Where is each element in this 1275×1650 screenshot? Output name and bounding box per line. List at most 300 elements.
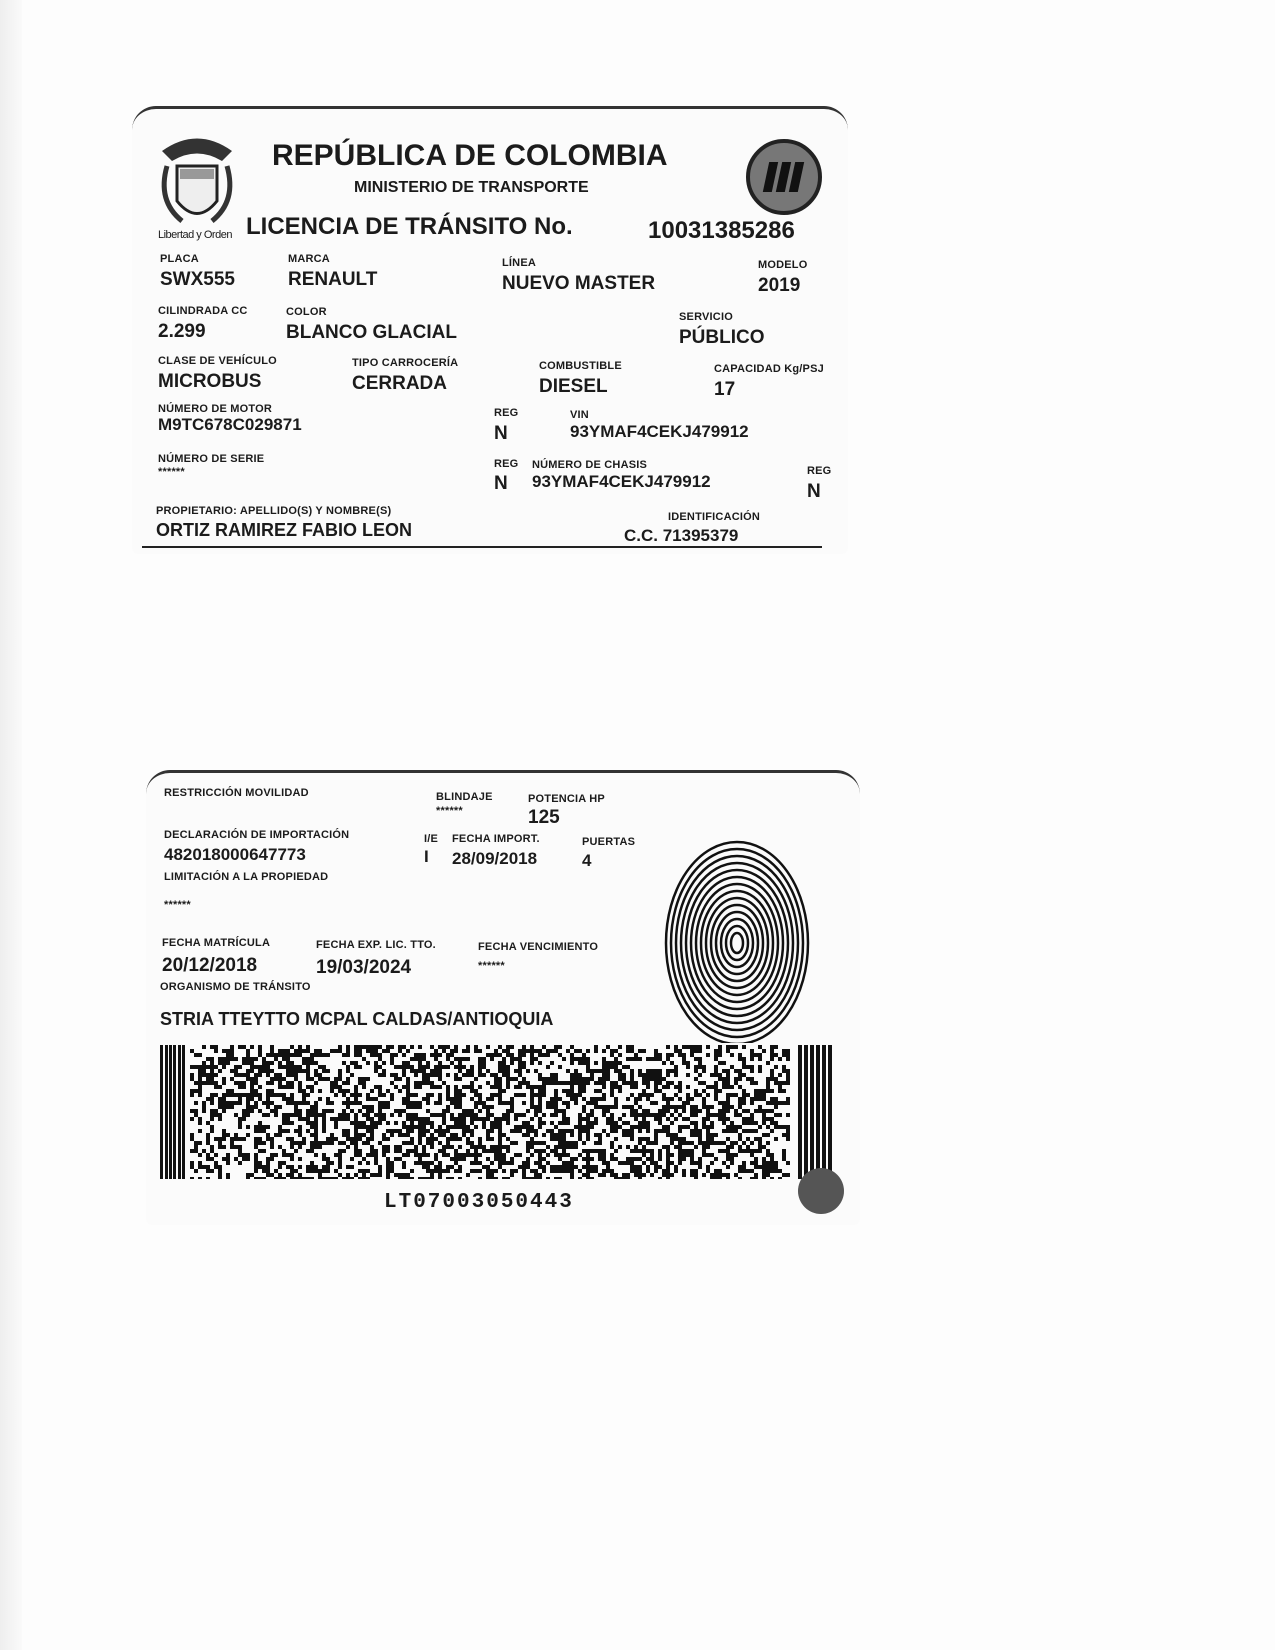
barcode-module xyxy=(238,1073,242,1077)
barcode-module xyxy=(678,1161,682,1165)
barcode-module xyxy=(774,1081,778,1085)
barcode-module xyxy=(286,1173,290,1177)
barcode-module xyxy=(446,1073,450,1077)
barcode-module xyxy=(422,1165,426,1169)
barcode-module xyxy=(550,1077,554,1081)
barcode-module xyxy=(542,1045,546,1049)
barcode-module xyxy=(302,1069,306,1073)
barcode-module xyxy=(282,1117,286,1121)
barcode-module xyxy=(646,1113,650,1117)
barcode-module xyxy=(586,1069,590,1073)
barcode-module xyxy=(266,1137,270,1141)
barcode-module xyxy=(450,1157,454,1161)
barcode-module xyxy=(718,1053,722,1057)
barcode-module xyxy=(658,1053,662,1057)
barcode-module xyxy=(338,1073,342,1077)
barcode-module xyxy=(406,1117,410,1121)
barcode-module xyxy=(286,1137,290,1141)
barcode-module xyxy=(490,1053,494,1057)
barcode-module xyxy=(346,1117,350,1121)
barcode-module xyxy=(774,1165,778,1169)
barcode-module xyxy=(450,1177,454,1179)
barcode-module xyxy=(610,1173,614,1177)
barcode-module xyxy=(322,1129,326,1133)
fecha-venc-label: FECHA VENCIMIENTO xyxy=(478,941,599,953)
barcode-module xyxy=(366,1161,370,1165)
barcode-module xyxy=(398,1065,402,1069)
barcode-module xyxy=(782,1101,786,1105)
barcode-module xyxy=(778,1089,782,1093)
barcode-module xyxy=(402,1153,406,1157)
barcode-module xyxy=(578,1081,582,1085)
barcode-module xyxy=(526,1141,530,1145)
barcode-module xyxy=(498,1097,502,1101)
cilindrada-value: 2.299 xyxy=(158,321,206,342)
barcode-module xyxy=(426,1161,430,1165)
barcode-module xyxy=(314,1141,318,1145)
barcode-module xyxy=(510,1169,514,1173)
barcode-module xyxy=(250,1081,254,1085)
barcode-module xyxy=(454,1137,458,1141)
barcode-module xyxy=(522,1093,526,1097)
barcode-module xyxy=(726,1085,730,1089)
barcode-module xyxy=(254,1093,258,1097)
barcode-module xyxy=(250,1061,254,1065)
barcode-module xyxy=(410,1141,414,1145)
barcode-module xyxy=(302,1097,306,1101)
barcode-module xyxy=(510,1061,514,1065)
barcode-module xyxy=(718,1149,722,1153)
barcode-module xyxy=(160,1045,163,1179)
barcode-module xyxy=(290,1061,294,1065)
barcode-module xyxy=(446,1089,450,1093)
barcode-module xyxy=(670,1153,674,1157)
barcode-module xyxy=(646,1137,650,1141)
barcode-module xyxy=(242,1153,246,1157)
barcode-module xyxy=(722,1061,726,1065)
barcode-module xyxy=(362,1085,366,1089)
barcode-module xyxy=(646,1169,650,1173)
barcode-module xyxy=(322,1121,326,1125)
fingerprint-ridge xyxy=(726,926,748,960)
barcode-module xyxy=(274,1053,278,1057)
barcode-module xyxy=(554,1165,558,1169)
barcode-module xyxy=(302,1057,306,1061)
barcode-module xyxy=(590,1177,594,1179)
barcode-module xyxy=(454,1169,458,1173)
barcode-module xyxy=(774,1077,778,1081)
barcode-module xyxy=(722,1113,726,1117)
barcode-module xyxy=(534,1141,538,1145)
barcode-module xyxy=(222,1097,226,1101)
barcode-module xyxy=(286,1085,290,1089)
barcode-module xyxy=(242,1085,246,1089)
barcode-module xyxy=(586,1101,590,1105)
barcode-module xyxy=(434,1157,438,1161)
barcode-module xyxy=(714,1073,718,1077)
license-back-card xyxy=(146,770,860,1225)
barcode-module xyxy=(470,1085,474,1089)
barcode-module xyxy=(774,1125,778,1129)
barcode-module xyxy=(538,1073,542,1077)
barcode-module xyxy=(726,1073,730,1077)
coat-of-arms-icon xyxy=(152,131,242,231)
barcode-module xyxy=(302,1141,306,1145)
barcode-module xyxy=(238,1137,242,1141)
barcode-module xyxy=(682,1117,686,1121)
barcode-module xyxy=(658,1129,662,1133)
barcode-module xyxy=(298,1133,302,1137)
barcode-module xyxy=(702,1089,706,1093)
barcode-module xyxy=(570,1173,574,1177)
barcode-module xyxy=(194,1065,198,1069)
barcode-module xyxy=(302,1061,306,1065)
barcode-module xyxy=(706,1153,710,1157)
barcode-module xyxy=(646,1097,650,1101)
barcode-module xyxy=(698,1065,702,1069)
barcode-module xyxy=(406,1093,410,1097)
barcode-module xyxy=(438,1149,442,1153)
barcode-module xyxy=(350,1061,354,1065)
barcode-module xyxy=(734,1113,738,1117)
barcode-module xyxy=(718,1169,722,1173)
barcode-module xyxy=(618,1089,622,1093)
barcode-module xyxy=(658,1165,662,1169)
barcode-module xyxy=(804,1045,808,1179)
barcode-module xyxy=(614,1125,618,1129)
barcode-module xyxy=(378,1165,382,1169)
barcode-module xyxy=(470,1133,474,1137)
barcode-module xyxy=(602,1157,606,1161)
barcode-module xyxy=(294,1101,298,1105)
barcode-module xyxy=(538,1157,542,1161)
barcode-module xyxy=(350,1109,354,1113)
barcode-module xyxy=(474,1113,478,1117)
barcode-module xyxy=(246,1093,250,1097)
barcode-module xyxy=(538,1173,542,1177)
barcode-module xyxy=(738,1169,742,1173)
barcode-module xyxy=(666,1165,670,1169)
barcode-module xyxy=(510,1173,514,1177)
barcode-module xyxy=(418,1141,422,1145)
barcode-module xyxy=(310,1141,314,1145)
barcode-module xyxy=(458,1093,462,1097)
barcode-module xyxy=(198,1085,202,1089)
barcode-module xyxy=(558,1177,562,1179)
barcode-module xyxy=(370,1045,374,1049)
barcode-module xyxy=(430,1173,434,1177)
barcode-module xyxy=(726,1149,730,1153)
barcode-module xyxy=(766,1153,770,1157)
barcode-module xyxy=(606,1117,610,1121)
barcode-module xyxy=(682,1149,686,1153)
barcode-module xyxy=(694,1109,698,1113)
barcode-module xyxy=(206,1081,210,1085)
barcode-module xyxy=(638,1169,642,1173)
barcode-module xyxy=(542,1157,546,1161)
barcode-module xyxy=(482,1101,486,1105)
barcode-module xyxy=(418,1085,422,1089)
barcode-module xyxy=(770,1101,774,1105)
vin-label: VIN xyxy=(570,409,589,421)
barcode-module xyxy=(314,1165,318,1169)
barcode-module xyxy=(586,1133,590,1137)
barcode-module xyxy=(414,1081,418,1085)
barcode-module xyxy=(742,1061,746,1065)
barcode-module xyxy=(750,1153,754,1157)
barcode-module xyxy=(566,1117,570,1121)
barcode-module xyxy=(678,1137,682,1141)
barcode-module xyxy=(370,1121,374,1125)
barcode-module xyxy=(478,1153,482,1157)
barcode-module xyxy=(342,1101,346,1105)
barcode-module xyxy=(618,1069,622,1073)
motor-label: NÚMERO DE MOTOR xyxy=(158,403,273,415)
barcode-module xyxy=(358,1177,362,1179)
barcode-module xyxy=(442,1113,446,1117)
barcode-module xyxy=(326,1097,330,1101)
barcode-module xyxy=(398,1077,402,1081)
barcode-module xyxy=(302,1089,306,1093)
barcode-module xyxy=(326,1157,330,1161)
barcode-module xyxy=(598,1153,602,1157)
barcode-module xyxy=(414,1149,418,1153)
barcode-module xyxy=(778,1169,782,1173)
barcode-module xyxy=(506,1073,510,1077)
barcode-module xyxy=(682,1109,686,1113)
barcode-module xyxy=(242,1113,246,1117)
barcode-module xyxy=(286,1129,290,1133)
barcode-module xyxy=(406,1173,410,1177)
barcode-module xyxy=(210,1061,214,1065)
barcode-module xyxy=(674,1133,678,1137)
barcode-module xyxy=(498,1093,502,1097)
barcode-module xyxy=(222,1137,226,1141)
vin-value: 93YMAF4CEKJ479912 xyxy=(570,422,749,441)
barcode-module xyxy=(214,1161,218,1165)
barcode-module xyxy=(254,1157,258,1161)
barcode-module xyxy=(206,1057,210,1061)
barcode-module xyxy=(514,1129,518,1133)
barcode-module xyxy=(574,1101,578,1105)
barcode-module xyxy=(326,1165,330,1169)
barcode-module xyxy=(502,1073,506,1077)
barcode-module xyxy=(502,1049,506,1053)
barcode-module xyxy=(250,1085,254,1089)
barcode-module xyxy=(438,1065,442,1069)
barcode-module xyxy=(390,1057,394,1061)
barcode-module xyxy=(750,1069,754,1073)
barcode-module xyxy=(658,1089,662,1093)
barcode-module xyxy=(266,1093,270,1097)
barcode-module xyxy=(586,1169,590,1173)
barcode-module xyxy=(278,1053,282,1057)
barcode-module xyxy=(674,1169,678,1173)
barcode-module xyxy=(706,1053,710,1057)
country-title: REPÚBLICA DE COLOMBIA xyxy=(272,139,668,172)
barcode-module xyxy=(554,1177,558,1179)
barcode-module xyxy=(394,1077,398,1081)
barcode-module xyxy=(558,1129,562,1133)
barcode-module xyxy=(678,1141,682,1145)
motto: Libertad y Orden xyxy=(158,229,232,241)
barcode-module xyxy=(782,1089,786,1093)
barcode-module xyxy=(574,1157,578,1161)
barcode-module xyxy=(734,1129,738,1133)
barcode-module xyxy=(530,1097,534,1101)
barcode-module xyxy=(658,1113,662,1117)
barcode-module xyxy=(210,1077,214,1081)
barcode-module xyxy=(234,1113,238,1117)
barcode-module xyxy=(378,1109,382,1113)
barcode-module xyxy=(766,1161,770,1165)
barcode-module xyxy=(450,1133,454,1137)
barcode-module xyxy=(710,1113,714,1117)
barcode-module xyxy=(478,1137,482,1141)
barcode-module xyxy=(434,1049,438,1053)
barcode-module xyxy=(302,1177,306,1179)
barcode-module xyxy=(334,1081,338,1085)
barcode-module xyxy=(706,1169,710,1173)
barcode-module xyxy=(286,1165,290,1169)
barcode-module xyxy=(354,1149,358,1153)
barcode-module xyxy=(614,1177,618,1179)
barcode-module xyxy=(458,1069,462,1073)
barcode-module xyxy=(254,1101,258,1105)
barcode-module xyxy=(726,1125,730,1129)
barcode-module xyxy=(614,1061,618,1065)
barcode-module xyxy=(754,1173,758,1177)
barcode-module xyxy=(586,1149,590,1153)
barcode-module xyxy=(370,1109,374,1113)
barcode-module xyxy=(354,1125,358,1129)
barcode-module xyxy=(438,1061,442,1065)
barcode-module xyxy=(702,1101,706,1105)
barcode-module xyxy=(686,1065,690,1069)
barcode-module xyxy=(454,1101,458,1105)
barcode-module xyxy=(494,1153,498,1157)
barcode-module xyxy=(258,1141,262,1145)
barcode-module xyxy=(470,1169,474,1173)
barcode-module xyxy=(286,1081,290,1085)
barcode-module xyxy=(702,1121,706,1125)
barcode-module xyxy=(686,1141,690,1145)
barcode-module xyxy=(386,1089,390,1093)
barcode-module xyxy=(214,1049,218,1053)
barcode-module xyxy=(530,1169,534,1173)
barcode-module xyxy=(726,1093,730,1097)
barcode-module xyxy=(682,1125,686,1129)
barcode-module xyxy=(622,1113,626,1117)
barcode-module xyxy=(406,1149,410,1153)
barcode-module xyxy=(190,1109,194,1113)
barcode-module xyxy=(470,1121,474,1125)
barcode-module xyxy=(506,1081,510,1085)
barcode-module xyxy=(198,1093,202,1097)
barcode-module xyxy=(330,1089,334,1093)
barcode-module xyxy=(346,1113,350,1117)
barcode-module xyxy=(678,1157,682,1161)
barcode-module xyxy=(414,1101,418,1105)
barcode-module xyxy=(698,1057,702,1061)
barcode-module xyxy=(598,1173,602,1177)
barcode-module xyxy=(418,1081,422,1085)
barcode-module xyxy=(462,1121,466,1125)
barcode-module xyxy=(590,1121,594,1125)
barcode-module xyxy=(258,1165,262,1169)
barcode-module xyxy=(630,1137,634,1141)
barcode-module xyxy=(338,1085,342,1089)
barcode-module xyxy=(762,1109,766,1113)
barcode-module xyxy=(498,1157,502,1161)
barcode-module xyxy=(638,1073,642,1077)
barcode-module xyxy=(298,1113,302,1117)
barcode-module xyxy=(470,1129,474,1133)
barcode-module xyxy=(194,1149,198,1153)
barcode-module xyxy=(434,1057,438,1061)
barcode-module xyxy=(402,1173,406,1177)
barcode-module xyxy=(638,1125,642,1129)
barcode-module xyxy=(434,1101,438,1105)
barcode-module xyxy=(426,1117,430,1121)
barcode-module xyxy=(518,1057,522,1061)
barcode-module xyxy=(718,1077,722,1081)
barcode-module xyxy=(746,1093,750,1097)
barcode-module xyxy=(458,1165,462,1169)
barcode-module xyxy=(674,1109,678,1113)
barcode-module xyxy=(746,1145,750,1149)
barcode-module xyxy=(250,1097,254,1101)
barcode-module xyxy=(454,1049,458,1053)
barcode-module xyxy=(734,1069,738,1073)
barcode-module xyxy=(634,1113,638,1117)
barcode-module xyxy=(314,1069,318,1073)
barcode-module xyxy=(190,1065,194,1069)
barcode-module xyxy=(362,1173,366,1177)
barcode-module xyxy=(270,1137,274,1141)
barcode-module xyxy=(458,1077,462,1081)
barcode-module xyxy=(702,1069,706,1073)
barcode-module xyxy=(302,1117,306,1121)
barcode-module xyxy=(290,1081,294,1085)
barcode-module xyxy=(582,1053,586,1057)
barcode-module xyxy=(698,1109,702,1113)
barcode-module xyxy=(286,1113,290,1117)
barcode-module xyxy=(298,1053,302,1057)
barcode-module xyxy=(750,1081,754,1085)
barcode-module xyxy=(754,1149,758,1153)
limitacion-value: ****** xyxy=(164,899,191,911)
scan-edge-shadow xyxy=(0,0,22,1650)
barcode-module xyxy=(686,1097,690,1101)
barcode-module xyxy=(470,1109,474,1113)
barcode-module xyxy=(590,1069,594,1073)
barcode-module xyxy=(470,1069,474,1073)
barcode-module xyxy=(466,1137,470,1141)
propietario-label: PROPIETARIO: APELLIDO(S) Y NOMBRE(S) xyxy=(156,505,392,517)
barcode-module xyxy=(550,1101,554,1105)
barcode-module xyxy=(226,1049,230,1053)
barcode-module xyxy=(750,1177,754,1179)
barcode-module xyxy=(450,1097,454,1101)
barcode-module xyxy=(214,1065,218,1069)
barcode-module xyxy=(362,1105,366,1109)
barcode-module xyxy=(194,1089,198,1093)
barcode-module xyxy=(318,1065,322,1069)
barcode-module xyxy=(586,1081,590,1085)
barcode-module xyxy=(218,1057,222,1061)
barcode-module xyxy=(214,1113,218,1117)
